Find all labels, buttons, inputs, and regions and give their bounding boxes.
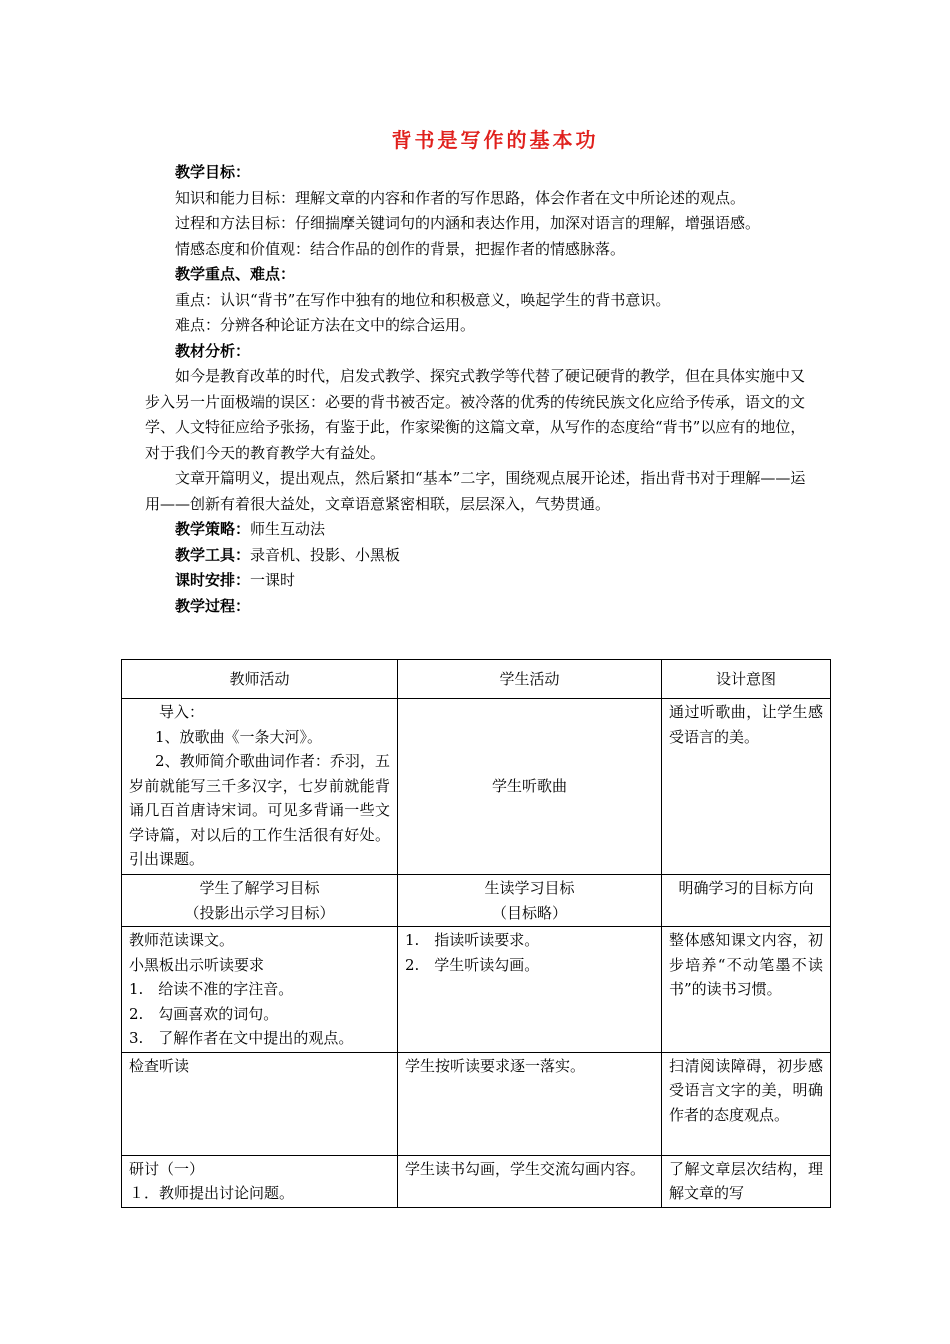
time-line xyxy=(145,568,813,594)
process-heading: 教学过程： xyxy=(175,596,251,615)
analysis-paragraph-1: 如今是教育改革的时代，启发式教学、探究式教学等代替了硬记硬背的教学，但在具体实施中又步入另一片面极端的误区：必要的背书被否定。被冷落的优秀的传统民族文化应给予传承，语文的文学、人文特征应给予张扬，有鉴于此，作家梁衡的这篇文章，从写作的态度给“背书”以应有的地位，对于我们今天的教育教学大有益处。 xyxy=(145,367,806,462)
key-points-heading: 教学重点、难点： xyxy=(175,265,296,283)
design-intent-cell: 整体感知课文内容，初步培养“不动笔墨不读书”的读书习惯。 xyxy=(662,927,831,1053)
goals-heading: 教学目标： xyxy=(175,163,251,181)
teacher-activity-cell: 学生了解学习目标 （投影出示学习目标） xyxy=(122,875,398,927)
lesson-plan-body xyxy=(145,160,813,619)
student-activity-cell: 学生按听读要求逐一落实。 xyxy=(398,1052,662,1155)
design-intent-cell: 了解文章层次结构，理解文章的写 xyxy=(662,1155,831,1207)
time-label: 课时安排： xyxy=(175,571,251,589)
student-activity-cell: 1. 指读听读要求。 2. 学生听读勾画。 xyxy=(398,927,662,1053)
tools-label: 教学工具： xyxy=(175,545,251,564)
design-intent-cell: 明确学习的目标方向 xyxy=(662,875,831,927)
goal-knowledge: 知识和能力目标：理解文章的内容和作者的写作思路，体会作者在文中所论述的观点。 xyxy=(175,188,746,207)
design-intent-cell: 扫清阅读障碍，初步感受语言文字的美，明确作者的态度观点。 xyxy=(662,1052,831,1155)
strategy-value: 师生互动法 xyxy=(250,520,326,538)
teacher-activity-cell: 检查听读 xyxy=(122,1052,398,1155)
document-title: 背书是写作的基本功 xyxy=(391,128,599,152)
teacher-activity-cell: 教师范读课文。 小黑板出示听读要求 1. 给读不准的字注音。 2. 勾画喜欢的词句。 3. 了解作者在文中提出的观点。 xyxy=(122,927,398,1053)
table-row xyxy=(122,699,831,875)
goal-emotion: 情感态度和价值观：结合作品的创作的背景，把握作者的情感脉落。 xyxy=(175,239,626,258)
strategy-line xyxy=(145,517,813,543)
design-intent-cell: 通过听歌曲，让学生感受语言的美。 xyxy=(662,699,831,875)
table-header-row xyxy=(122,660,831,699)
table-row xyxy=(122,1155,831,1207)
table-row xyxy=(122,875,831,927)
difficult-point: 难点：分辨各种论证方法在文中的综合运用。 xyxy=(175,316,476,334)
strategy-label: 教学策略： xyxy=(175,520,251,538)
header-design-intent: 设计意图 xyxy=(662,660,831,699)
header-teacher-activity: 教师活动 xyxy=(122,660,398,699)
tools-value: 录音机、投影、小黑板 xyxy=(250,545,401,564)
time-value: 一课时 xyxy=(250,571,296,589)
teacher-activity-cell: 导入： 1、放歌曲《一条大河》。 2、教师简介歌曲词作者：乔羽，五岁前就能写三千多汉字，七岁前就能背诵几百首唐诗宋词。可见多背诵一些文学诗篇，对以后的工作生活很有好处。引出课题。 xyxy=(122,699,398,875)
teaching-process-table xyxy=(121,659,831,1208)
table-row xyxy=(122,927,831,1053)
tools-line xyxy=(145,543,813,569)
table-row xyxy=(122,1052,831,1155)
teacher-activity-cell: 研讨（一） １．教师提出讨论问题。 xyxy=(122,1155,398,1207)
student-activity-cell: 生读学习目标 （目标略） xyxy=(398,875,662,927)
analysis-paragraph-2: 文章开篇明义，提出观点，然后紧扣“基本”二字，围绕观点展开论述，指出背书对于理解——运用——创新有着很大益处，文章语意紧密相联，层层深入，气势贯通。 xyxy=(145,469,806,513)
goal-process: 过程和方法目标：仔细揣摩关键词句的内涵和表达作用，加深对语言的理解，增强语感。 xyxy=(175,214,761,232)
analysis-heading: 教材分析： xyxy=(175,341,251,360)
student-activity-cell: 学生读书勾画，学生交流勾画内容。 xyxy=(398,1155,662,1207)
key-point: 重点：认识“背书”在写作中独有的地位和积极意义，唤起学生的背书意识。 xyxy=(175,290,671,309)
header-student-activity: 学生活动 xyxy=(398,660,662,699)
student-activity-cell: 学生听歌曲 xyxy=(398,699,662,875)
